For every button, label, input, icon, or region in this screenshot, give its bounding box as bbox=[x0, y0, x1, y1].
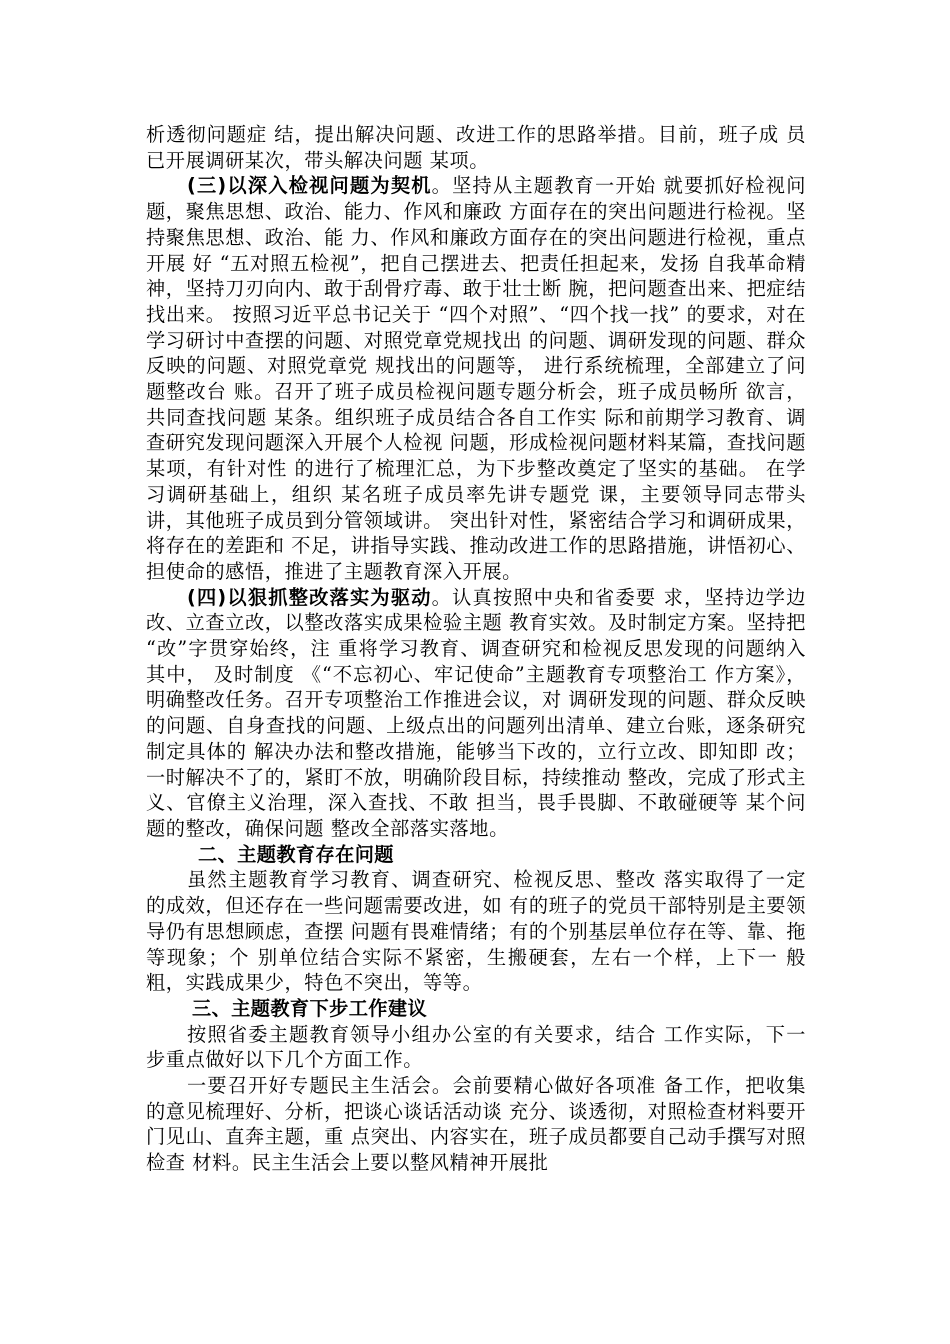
heading-problems: 二、主题教育存在问题 bbox=[198, 842, 394, 866]
heading-suggestions: 三、主题教育下步工作建议 bbox=[192, 996, 428, 1020]
section-4-lead: (四)以狠抓整改落实为驱动 bbox=[187, 585, 432, 609]
paragraph-suggestions: 按照省委主题教育领导小组办公室的有关要求，结合 工作实际，下一步重点做好以下几个方面工作。 bbox=[146, 1022, 806, 1072]
paragraph-section-3 bbox=[146, 173, 806, 584]
paragraph-problems: 虽然主题教育学习教育、调查研究、检视反思、整改 落实取得了一定的成效，但还存在一些问题需要改进，如 有的班子的党员干部特别是主要领导仍有思想顾虑，查摆 问题有畏难情绪；有的个别基层单位存在等、靠、拖等现象；个 别单位结合实际不紧密，生搬硬套，左右一个样，上下一 般粗，实践成果少，特色不突出，等等。 bbox=[146, 868, 806, 995]
document-page bbox=[146, 122, 806, 1176]
paragraph-first-task: 一要召开好专题民主生活会。会前要精心做好各项准 备工作，把收集的意见梳理好、分析，把谈心谈话活动谈 充分、谈透彻，对照检查材料要开门见山、直奔主题，重 点突出、内容实在，班子成员都要自己动手撰写对照检查 材料。民主生活会上要以整风精神开展批 bbox=[146, 1074, 806, 1175]
paragraph-intro-tail: 析透彻问题症 结，提出解决问题、改进工作的思路举措。目前，班子成 员已开展调研某次，带头解决问题 某项。 bbox=[146, 123, 806, 172]
section-3-body: 。坚持从主题教育一开始 就要抓好检视问题，聚焦思想、政治、能力、作风和廉政 方面存在的突出问题进行检视。坚持聚焦思想、政治、能 力、作风和廉政方面存在的突出问题进行检视，重点开展 好 “五对照五检视”，把自己摆进去、把责任担起来，发扬 自我革命精神，坚持刀刃向内、敢于刮骨疗毒、敢于壮士断 腕，把问题查出来、把症结找出来。 按照习近平总书记关于 “四个对照”、“四个找一找” 的要求，对在学习研讨中查摆的问题、对照党章党规找出 的问题、调研发现的问题、群众反映的问题、对照党章党 规找出的问题等， 进行系统梳理，全部建立了问题整改台 账。召开了班子成员检视问题专题分析会，班子成员畅所 欲言，共同查找问题 某条。组织班子成员结合各自工作实 际和前期学习教育、调查研究发现问题深入开展个人检视 问题，形成检视问题材料某篇，查找问题 某项，有针对性 的进行了梳理汇总，为下步整改奠定了坚实的基础。 在学习调研基础上，组织 某名班子成员率先讲专题党 课，主要领导同志带头讲，其他班子成员到分管领域讲。 突出针对性，紧密结合学习和调研成果，将存在的差距和 不足，讲指导实践、推动改进工作的思路措施，讲悟初心、 担使命的感悟，推进了主题教育深入开展。 bbox=[146, 174, 806, 583]
paragraph-section-4 bbox=[146, 585, 806, 842]
section-3-lead: (三)以深入检视问题为契机 bbox=[187, 174, 432, 198]
section-4-body: 。认真按照中央和省委要 求，坚持边学边改、立查立改，以整改落实成果检验主题 教育实效。及时制定方案。坚持把 “改”字贯穿始终，注 重将学习教育、调查研究和检视反思发现的问题纳入其中， 及时制度 《“不忘初心、牢记使命”主题教育专项整治工 作方案》，明确整改任务。召开专项整治工作推进会议，对 调研发现的问题、群众反映的问题、自身查找的问题、上级点出的问题列出清单、建立台账，逐条研究制定具体的 解决办法和整改措施，能够当下改的，立行立改、即知即 改；一时解决不了的，紧盯不放，明确阶段目标，持续推动 整改，完成了形式主义、官僚主义治理，深入查找、不敢 担当，畏手畏脚、不敢碰硬等 某个问题的整改，确保问题 整改全部落实落地。 bbox=[146, 585, 806, 840]
